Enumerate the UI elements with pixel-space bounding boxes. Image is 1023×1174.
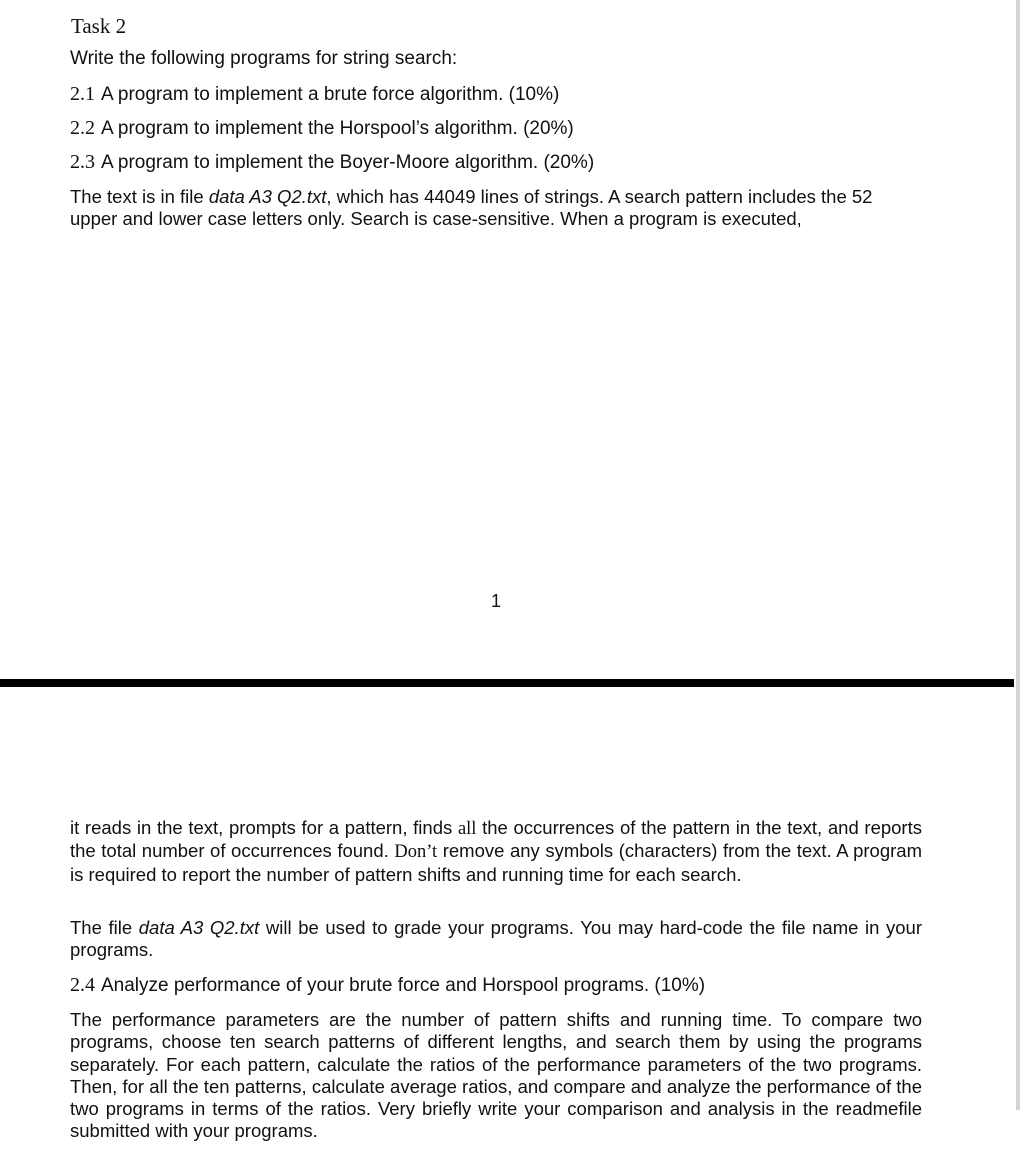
- task-title: Task 2: [71, 14, 127, 38]
- text-span: it reads in the text, prompts for a pattern, finds: [70, 817, 458, 838]
- document-page-2: [0, 688, 1014, 1174]
- paragraph-performance: The performance parameters are the number of pattern shifts and running time. To compare two programs, choose ten search patterns of different lengths, and search them by using the programs separately. For each pattern, calculate the ratios of the performance parameters of the two programs. Then, for all the ten patterns, calculate average ratios, and compare and analyze the performance of the two programs in terms of the ratios. Very briefly write your comparison and analysis in the readmefile submitted with your programs.: [70, 1009, 922, 1142]
- file-description-line-2: upper and lower case letters only. Search is case-sensitive. When a program is executed,: [70, 208, 802, 229]
- text-span: the occurrences of the pattern in the text, and reports the total number of occurrences found.: [70, 817, 922, 862]
- list-item-number: 2.4: [70, 974, 95, 996]
- list-item-text: A program to implement the Horspool’s algorithm. (20%): [101, 118, 574, 139]
- text-span: all: [457, 819, 477, 839]
- list-item-number: 2.1: [70, 83, 95, 105]
- list-item-2-4: [70, 974, 705, 997]
- file-description-line-1: [70, 186, 872, 208]
- list-item-text: Analyze performance of your brute force and Horspool programs. (10%): [101, 975, 706, 996]
- intro-text: Write the following programs for string search:: [70, 48, 458, 69]
- paragraph-execution: [70, 817, 922, 886]
- filename: data A3 Q2.txt: [138, 917, 260, 938]
- text-span: Don’t: [394, 842, 438, 863]
- list-item-2-3: [70, 151, 594, 174]
- text-span: will be used to grade your programs. You may hard-code the file name in your programs.: [70, 917, 922, 961]
- list-item-text: A program to implement a brute force algorithm. (10%): [101, 84, 560, 105]
- scrollbar-thumb[interactable]: [1016, 0, 1020, 1110]
- list-item-text: A program to implement the Boyer-Moore algorithm. (20%): [101, 152, 595, 173]
- page-number: 1: [491, 591, 502, 611]
- page-separator: [0, 679, 1023, 687]
- list-item-2-1: [70, 83, 559, 106]
- paragraph-grading-file: [70, 917, 922, 962]
- list-item-number: 2.2: [70, 117, 95, 139]
- filename: data A3 Q2.txt: [208, 186, 327, 207]
- text-span: remove any symbols (characters) from the text. A program is required to report the number of pattern shifts and running time for each search.: [70, 840, 922, 885]
- text-span: The file: [70, 917, 139, 938]
- scrollbar[interactable]: [1014, 0, 1023, 1174]
- list-item-number: 2.3: [70, 151, 95, 173]
- text-span: , which has 44049 lines of strings. A search pattern includes the 52: [326, 186, 873, 207]
- list-item-2-2: [70, 117, 574, 140]
- text-span: The text is in file: [70, 186, 209, 207]
